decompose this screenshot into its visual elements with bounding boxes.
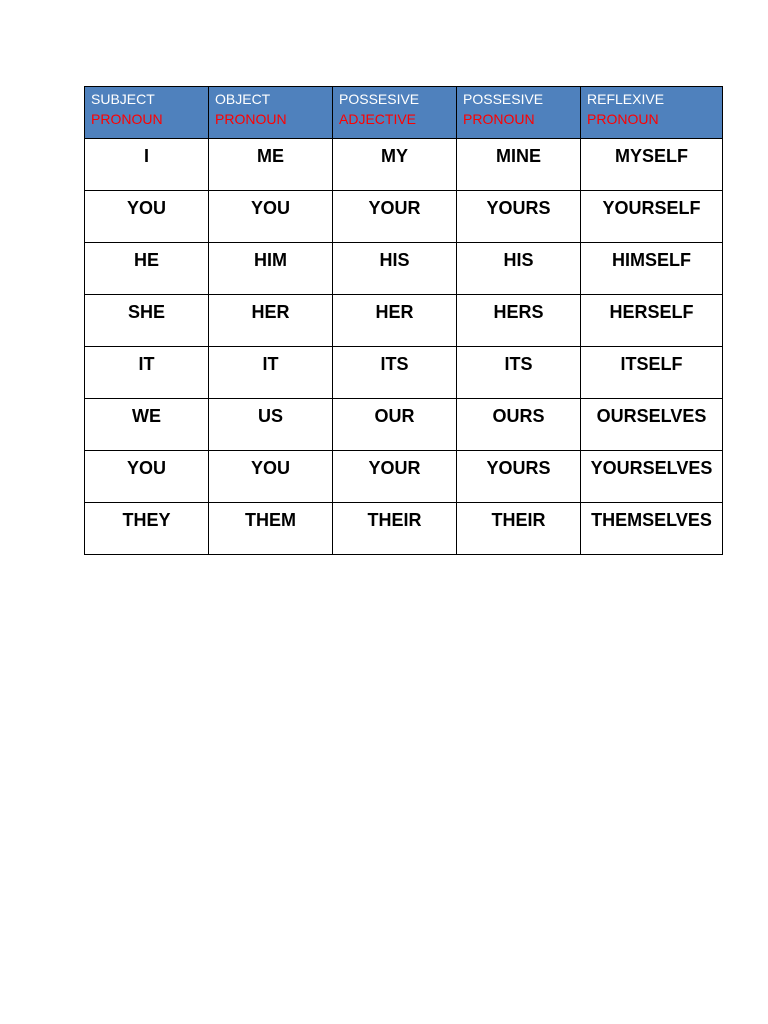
table-body	[85, 139, 723, 555]
header-line1: REFLEXIVE	[587, 91, 665, 107]
table-cell: OURS	[457, 399, 581, 451]
header-line2: PRONOUN	[587, 111, 659, 127]
table-cell: HIS	[333, 243, 457, 295]
header-line1: POSSESIVE	[463, 91, 544, 107]
table-cell: YOURS	[457, 451, 581, 503]
table-cell: HERS	[457, 295, 581, 347]
table-cell: MINE	[457, 139, 581, 191]
table-cell: YOU	[209, 191, 333, 243]
table-cell: THEM	[209, 503, 333, 555]
table-cell: IT	[85, 347, 209, 399]
header-line2: PRONOUN	[91, 111, 163, 127]
table-cell: ITSELF	[581, 347, 723, 399]
table-cell: THEIR	[457, 503, 581, 555]
table-cell: YOU	[85, 451, 209, 503]
table-cell: HIMSELF	[581, 243, 723, 295]
table-cell: US	[209, 399, 333, 451]
table-cell: ITS	[333, 347, 457, 399]
header-line2: ADJECTIVE	[339, 111, 417, 127]
table-row	[85, 503, 723, 555]
table-cell: OUR	[333, 399, 457, 451]
table-cell: YOURS	[457, 191, 581, 243]
table-cell: YOUR	[333, 451, 457, 503]
table-row	[85, 399, 723, 451]
header-line1: OBJECT	[215, 91, 271, 107]
table-cell: HER	[333, 295, 457, 347]
header-possessive-adjective	[333, 87, 457, 139]
table-cell: THEY	[85, 503, 209, 555]
table-cell: SHE	[85, 295, 209, 347]
header-object-pronoun	[209, 87, 333, 139]
table-cell: YOU	[85, 191, 209, 243]
table-cell: MYSELF	[581, 139, 723, 191]
table-cell: WE	[85, 399, 209, 451]
table-cell: THEMSELVES	[581, 503, 723, 555]
header-line2: PRONOUN	[463, 111, 535, 127]
table-cell: HE	[85, 243, 209, 295]
table-header	[85, 87, 723, 139]
table-row	[85, 191, 723, 243]
table-cell: ME	[209, 139, 333, 191]
header-line1: POSSESIVE	[339, 91, 420, 107]
table-cell: HERSELF	[581, 295, 723, 347]
table-cell: I	[85, 139, 209, 191]
table-row	[85, 295, 723, 347]
table-cell: IT	[209, 347, 333, 399]
table-cell: OURSELVES	[581, 399, 723, 451]
table-cell: YOU	[209, 451, 333, 503]
table-row	[85, 347, 723, 399]
table-row	[85, 139, 723, 191]
header-subject-pronoun	[85, 87, 209, 139]
table-cell: MY	[333, 139, 457, 191]
table-cell: YOURSELVES	[581, 451, 723, 503]
table-cell: HER	[209, 295, 333, 347]
header-reflexive-pronoun	[581, 87, 723, 139]
table-cell: ITS	[457, 347, 581, 399]
table-row	[85, 243, 723, 295]
pronoun-table	[84, 86, 723, 555]
table-cell: THEIR	[333, 503, 457, 555]
table-cell: HIM	[209, 243, 333, 295]
header-possessive-pronoun	[457, 87, 581, 139]
table-cell: HIS	[457, 243, 581, 295]
header-line1: SUBJECT	[91, 91, 155, 107]
header-line2: PRONOUN	[215, 111, 287, 127]
table-cell: YOUR	[333, 191, 457, 243]
table-row	[85, 451, 723, 503]
table-cell: YOURSELF	[581, 191, 723, 243]
header-row	[85, 87, 723, 139]
